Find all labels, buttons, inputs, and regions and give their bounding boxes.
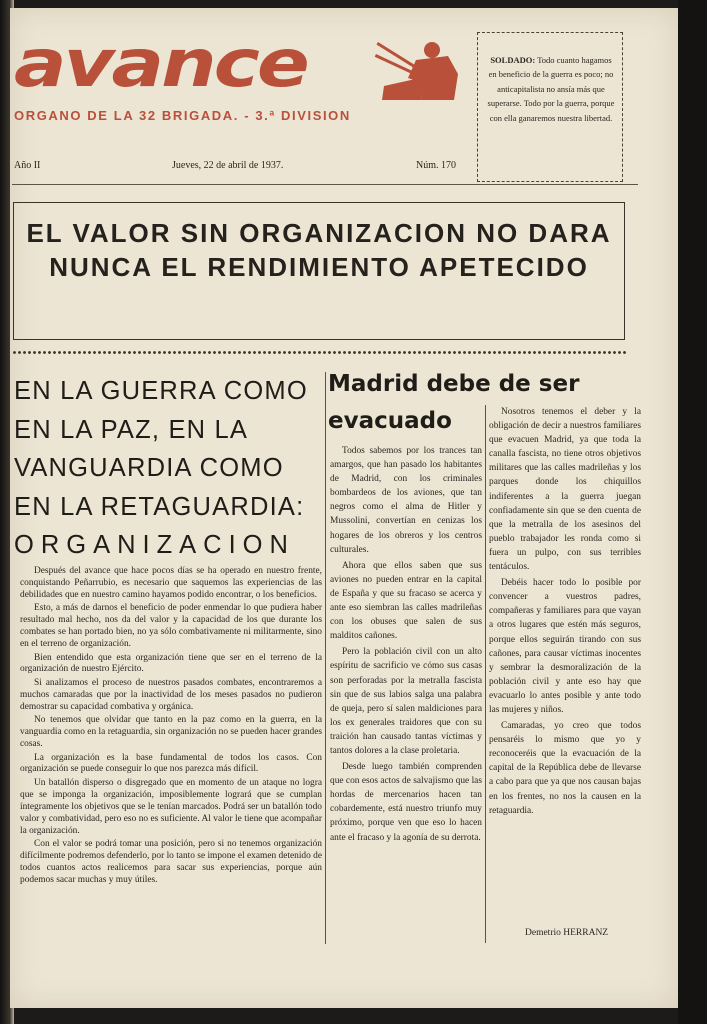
article2-paragraph: Pero la población civil con un alto espíritu de sacrificio ve cómo sus casas son perforadas por la metralla fascista sin que de sus labios salga una palabra de queja, pero sí salen maldiciones para los ex generales traidores que con su traición han causado tantas víctimas y tantos dolores a la clase proletaria. [330, 647, 482, 756]
article2-paragraph: Nosotros tenemos el deber y la obligación de decir a nuestros familiares que evacuen Madrid, ya que toda la canalla fascista, no tiene otros objetivos militares que las calles madrileñas y los parques donde los chiquillos indiferentes a la guerra juegan confiadamente sin que se den cuenta de que la metralla de los asesinos del pueblo trabajador les ronda como si fuera un pulpo, con sus terribles tentáculos. [489, 407, 641, 573]
article1-paragraph: La organización es la base fundamental de todos los casos. Con organización se puede conseguir lo que nos parezca más difícil. [20, 752, 322, 775]
masthead-subtitle: ORGANO DE LA 32 BRIGADA. - 3.ª DIVISION [14, 108, 351, 123]
main-headline-box [13, 202, 625, 340]
article2-body-col3 [489, 405, 641, 820]
column-rule [325, 372, 326, 944]
article2-paragraph: Debéis hacer todo lo posible por convencer a vuestros padres, compañeras y familiares para que vayan a otros lugares que estén más seguros, porque ellos seguirán tirando con sus cañones, para causar víctimas inocentes y sembrar la desmoralización de la población civil y ante eso hay que evacuarlo lo antes posible y ante todo las mujeres y niños. [489, 578, 641, 715]
issue-date: Jueves, 22 de abril de 1937. [172, 160, 284, 171]
masthead-logo [14, 25, 459, 110]
masthead-rule [12, 184, 638, 185]
article1-paragraph: Esto, a más de darnos el beneficio de poder enmendar lo que pudiera haber resultado mal hecho, nos da del valor y la capacidad de los que durante los combates se han portado bien, no ya sólo combativamente ni militarmente, sino en el terreno de organización. [20, 603, 322, 650]
article2-signature: Demetrio HERRANZ [525, 928, 609, 938]
article1-paragraph: Un batallón disperso o disgregado que en momento de un ataque no logra que se imponga la organización, imposiblemente logrará que se cumplan íntegramente los objetivos que se le tenían marcados. Podrá ser un batallón todo valor y combatividad, pero eso no es suficiente. Al valor le tiene que acompañar la organización. [20, 777, 322, 836]
notice-text: Todo cuanto hagamos en beneficio de la guerra es poco; no anticapitalista no ansía más que superarse. Todo por la guerra, porque con ella ganaremos nuestra libertad. [487, 55, 615, 123]
article2-paragraph: Desde luego también comprenden que con esos actos de salvajismo que las hordas de mercenarios hacen tan cobardemente, está nuestro triunfo muy próximo, porque ven que eso lo hacen ante el fracaso y la agonía de su derrota. [330, 762, 482, 843]
article2-paragraph: Camaradas, yo creo que todos pensaréis lo mismo que yo y reconoceréis que la evacuación de la capital de la República debe de llevarse a cabo para que ya que nos causan bajas en los frentes, no nos la causen en la retaguardia. [489, 721, 641, 816]
article2-headline-line: Madrid debe de ser [328, 371, 580, 397]
article2-headline-line: evacuado [328, 408, 452, 434]
article1-headline-line: EN LA GUERRA COMO [14, 377, 308, 405]
issue-number: Núm. 170 [416, 160, 456, 171]
notice-lead: SOLDADO: [490, 55, 536, 65]
article1-headline-line: EN LA PAZ, EN LA [14, 415, 249, 444]
article2-body-col2 [330, 444, 482, 847]
column-rule [485, 405, 486, 943]
article1-paragraph: Bien entendido que esta organización tiene que ser en el terreno de la organización de nuestro Ejército. [20, 652, 322, 675]
article1-body [20, 566, 322, 888]
article1-paragraph: Después del avance que hace pocos días se ha operado en nuestro frente, conquistando Peñarrubio, es necesario que saquemos las experiencias de las debilidades que en nuestro camino hayamos podido encontrar, o los beneficios. [20, 566, 322, 600]
article1-headline-line: EN LA RETAGUARDIA: [14, 492, 305, 521]
issue-year: Año II [14, 160, 41, 171]
soldier-figure-icon [374, 34, 464, 104]
main-headline: EL VALOR SIN ORGANIZACION NO DARA NUNCA EL RENDIMIENTO APETECIDO [26, 218, 612, 282]
article1-paragraph: No tenemos que olvidar que tanto en la paz como en la guerra, en la vanguardia como en la retaguardia, sin organización no se pueden hacer grandes cosas. [20, 715, 322, 750]
logo-wordmark: avance [14, 25, 307, 103]
soldier-notice-box [477, 32, 623, 182]
article1-headline-line: ORGANIZACION [14, 531, 295, 559]
dotted-divider [12, 350, 628, 355]
article1-headline-line: VANGUARDIA COMO [14, 454, 284, 482]
page-edge [678, 0, 707, 1024]
article2-paragraph: Ahora que ellos saben que sus aviones no pueden entrar en la capital de España y que su fracaso se acerca y ante eso siembran las calles madrileñas con los obuses que salen de sus malditos cañones. [330, 560, 482, 642]
article1-paragraph: Si analizamos el proceso de nuestros pasados combates, encontraremos a muchos camaradas que por la inactividad de los meses pasados no pudieron demostrar su capacidad combativa y orgánica. [20, 677, 322, 712]
article1-headline [14, 372, 324, 565]
article2-paragraph: Todos sabemos por los trances tan amargos, que han pasado los habitantes de Madrid, con los criminales bombardeos de los aviones, que tan negros como el alma de Hitler y Mussolini, convertían en cenizas los hogares de los obreros y los centros culturales. [330, 446, 482, 555]
article1-paragraph: Con el valor se podrá tomar una posición, pero si no tenemos organización difícilmente podremos defenderlo, por lo tanto se impone el examen detenido de todos cuantos actos realicemos para sacar sus experiencias, porque aún podemos sacar muchas y muy útiles. [20, 839, 322, 885]
